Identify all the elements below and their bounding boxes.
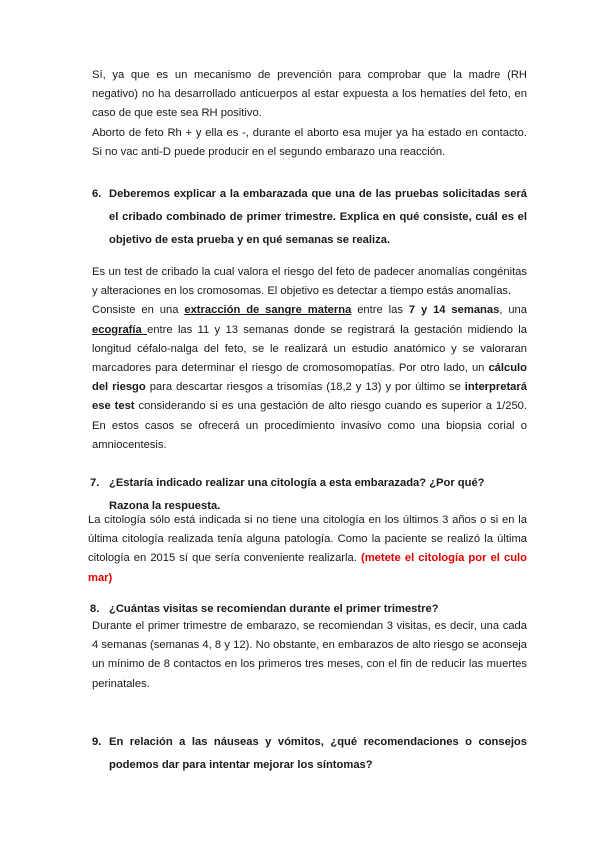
question-6-answer bbox=[92, 263, 527, 455]
answer-6-highlight: interpretará ese test bbox=[92, 381, 527, 413]
intro-paragraph-1: Sí, ya que es un mecanismo de prevención para comprobar que la madre (RH negativo) no ha desarrollado anticuerpos al estar expuesta a los hematíes del feto, en caso de que este sea RH positivo. bbox=[92, 69, 527, 120]
question-9-text: En relación a las náuseas y vómitos, ¿qué recomendaciones o consejos podemos dar para intentar mejorar los síntomas? bbox=[109, 736, 527, 771]
intro-paragraph-2: Aborto de feto Rh + y ella es -, durante el aborto esa mujer ya ha estado en contacto. Si no vac anti-D puede producir en el segundo embarazo una reacción. bbox=[92, 126, 527, 158]
question-7-answer bbox=[88, 511, 527, 588]
intro-answer bbox=[92, 66, 527, 162]
answer-6-paragraph-1: Es un test de cribado la cual valora el riesgo del feto de padecer anomalías congénitas y alteraciones en los cromosomas. El objetivo es detectar a tiempo estás anomalías. bbox=[92, 266, 527, 298]
answer-8-text: Durante el primer trimestre de embarazo, se recomiendan 3 visitas, es decir, una cada 4 semanas (semanas 4, 8 y 12). No obstante, en embarazos de alto riesgo se aconseja un mínimo de 8 contactos en los primeros tres meses, con el fin de reducir las muertes perinatales. bbox=[92, 620, 527, 690]
answer-6-text: para descartar riesgos a trisomías (18,2 y 13) y por último se bbox=[145, 381, 465, 394]
answer-6-highlight: cálculo del riesgo bbox=[92, 362, 527, 394]
question-8-number: 8. bbox=[90, 603, 100, 615]
answer-7-text: La citología sólo está indicada si no tiene una citología en los últimos 3 años o si en la última citología realizada tenía alguna patología. Como la paciente se realizó la última citología en 2015 sí que sería conveniente realizarla. bbox=[88, 514, 527, 565]
question-6 bbox=[92, 183, 527, 252]
answer-6-text: entre las bbox=[351, 304, 409, 317]
answer-6-highlight: ecografía bbox=[92, 323, 148, 336]
question-8-text: ¿Cuántas visitas se recomiendan durante el primer trimestre? bbox=[109, 603, 439, 615]
question-9 bbox=[92, 731, 527, 777]
question-8-answer bbox=[92, 617, 527, 694]
question-6-text: Deberemos explicar a la embarazada que una de las pruebas solicitadas será el cribado combinado de primer trimestre. Explica en qué consiste, cuál es el objetivo de esta prueba y en qué semanas se realiza. bbox=[109, 188, 527, 246]
answer-6-text: Consiste en una bbox=[92, 304, 185, 317]
answer-6-paragraph-2 bbox=[92, 301, 527, 455]
answer-7-note: (metete el citología por el culo mar) bbox=[88, 552, 527, 584]
question-9-number: 9. bbox=[92, 736, 102, 748]
answer-6-text: , una bbox=[499, 304, 528, 317]
question-6-number: 6. bbox=[92, 188, 102, 200]
answer-6-text: considerando si es una gestación de alto riesgo cuando es superior a 1/250. En estos casos se ofrecerá un procedimiento invasivo como una biopsia corial o amniocentesis. bbox=[92, 400, 528, 451]
answer-6-highlight: 7 y 14 semanas bbox=[408, 304, 500, 317]
question-7-number: 7. bbox=[90, 477, 100, 489]
answer-6-highlight: extracción de sangre materna bbox=[184, 304, 352, 317]
answer-6-text: entre las 11 y 13 semanas donde se registrará la gestación midiendo la longitud céfalo-nalga del feto, se le realizará un estudio anatómico y se valoraran marcadores para determinar el riesgo de cromosomopatías. Por otro lado, un bbox=[92, 323, 527, 375]
question-7-text: ¿Estaría indicado realizar una citología a esta embarazada? ¿Por qué? Razona la respuesta. bbox=[109, 477, 485, 512]
